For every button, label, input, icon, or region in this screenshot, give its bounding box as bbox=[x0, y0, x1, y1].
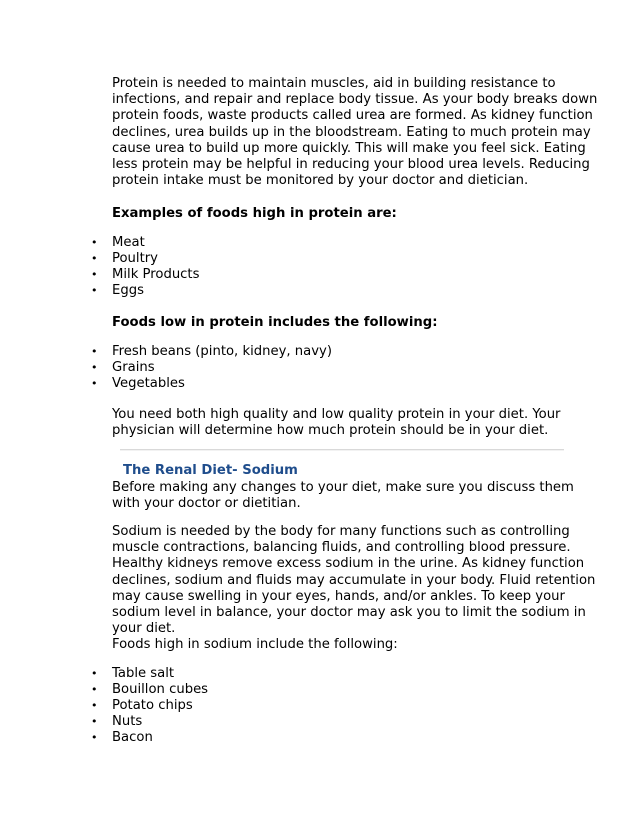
list-item bbox=[0, 267, 199, 283]
list-item bbox=[0, 235, 199, 251]
list-item bbox=[0, 730, 208, 746]
protein-high-heading: Examples of foods high in protein are: bbox=[112, 206, 397, 221]
paragraph-line: declines, urea builds up in the bloodstream. Eating to much protein may bbox=[112, 124, 591, 140]
paragraph-line: protein foods, waste products called urea are formed. As kidney function bbox=[112, 108, 593, 124]
list-item bbox=[0, 251, 199, 267]
list-item-text: Grains bbox=[112, 360, 155, 375]
paragraph-line: Healthy kidneys remove excess sodium in the urine. As kidney function bbox=[112, 556, 585, 572]
list-item-text: Fresh beans (pinto, kidney, navy) bbox=[112, 344, 332, 359]
paragraph-line: Protein is needed to maintain muscles, aid in building resistance to bbox=[112, 76, 556, 91]
bullet-icon: • bbox=[91, 377, 98, 390]
bullet-icon: • bbox=[91, 284, 98, 297]
bullet-icon: • bbox=[91, 715, 98, 728]
bullet-icon: • bbox=[91, 345, 98, 358]
paragraph-line: muscle contractions, balancing fluids, and controlling blood pressure. bbox=[112, 540, 571, 556]
protein-low-heading: Foods low in protein includes the following: bbox=[112, 315, 438, 330]
list-item bbox=[0, 344, 332, 360]
bullet-icon: • bbox=[91, 361, 98, 374]
list-item bbox=[0, 283, 199, 299]
list-item-text: Meat bbox=[112, 235, 145, 250]
protein-closing-paragraph bbox=[112, 407, 562, 439]
list-item-text: Potato chips bbox=[112, 698, 193, 713]
sodium-high-list bbox=[0, 666, 208, 746]
paragraph-line: Foods high in sodium include the following: bbox=[112, 637, 398, 653]
list-item-text: Eggs bbox=[112, 283, 144, 298]
protein-low-list bbox=[0, 344, 332, 392]
bullet-icon: • bbox=[91, 683, 98, 696]
paragraph-line: Before making any changes to your diet, make sure you discuss them bbox=[112, 480, 574, 495]
protein-high-list bbox=[0, 235, 199, 299]
paragraph-line: less protein may be helpful in reducing your blood urea levels. Reducing bbox=[112, 157, 590, 173]
list-item bbox=[0, 698, 208, 714]
bullet-icon: • bbox=[91, 731, 98, 744]
paragraph-line: infections, and repair and replace body tissue. As your body breaks down bbox=[112, 92, 598, 108]
list-item bbox=[0, 360, 332, 376]
list-item-text: Poultry bbox=[112, 251, 158, 266]
list-item-text: Milk Products bbox=[112, 267, 200, 282]
sodium-intro-paragraph bbox=[112, 480, 574, 512]
list-item bbox=[0, 376, 332, 392]
paragraph-line: You need both high quality and low quality protein in your diet. Your bbox=[112, 407, 561, 422]
bullet-icon: • bbox=[91, 268, 98, 281]
list-item bbox=[0, 682, 208, 698]
bullet-icon: • bbox=[91, 236, 98, 249]
protein-paragraph bbox=[112, 76, 598, 189]
paragraph-line: protein intake must be monitored by your doctor and dietician. bbox=[112, 173, 529, 189]
sodium-section-title: The Renal Diet- Sodium bbox=[123, 463, 298, 478]
list-item-text: Bacon bbox=[112, 730, 153, 745]
paragraph-line: declines, sodium and fluids may accumulate in your body. Fluid retention bbox=[112, 572, 596, 588]
list-item-text: Nuts bbox=[112, 714, 143, 729]
paragraph-line: sodium level in balance, your doctor may ask you to limit the sodium in bbox=[112, 605, 586, 621]
list-item-text: Bouillon cubes bbox=[112, 682, 209, 697]
bullet-icon: • bbox=[91, 699, 98, 712]
list-item-text: Vegetables bbox=[112, 376, 185, 391]
bullet-icon: • bbox=[91, 252, 98, 265]
paragraph-line: your diet. bbox=[112, 621, 176, 637]
bullet-icon: • bbox=[91, 667, 98, 680]
paragraph-line: cause urea to build up more quickly. This will make you feel sick. Eating bbox=[112, 140, 586, 156]
list-item bbox=[0, 666, 208, 682]
section-divider bbox=[120, 449, 564, 451]
list-item-text: Table salt bbox=[112, 666, 175, 681]
paragraph-line: with your doctor or dietitian. bbox=[112, 496, 301, 512]
paragraph-line: Sodium is needed by the body for many functions such as controlling bbox=[112, 524, 570, 539]
sodium-body-paragraph bbox=[112, 524, 596, 654]
paragraph-line: physician will determine how much protein should be in your diet. bbox=[112, 423, 549, 439]
paragraph-line: may cause swelling in your eyes, hands, and/or ankles. To keep your bbox=[112, 588, 565, 604]
list-item bbox=[0, 714, 208, 730]
